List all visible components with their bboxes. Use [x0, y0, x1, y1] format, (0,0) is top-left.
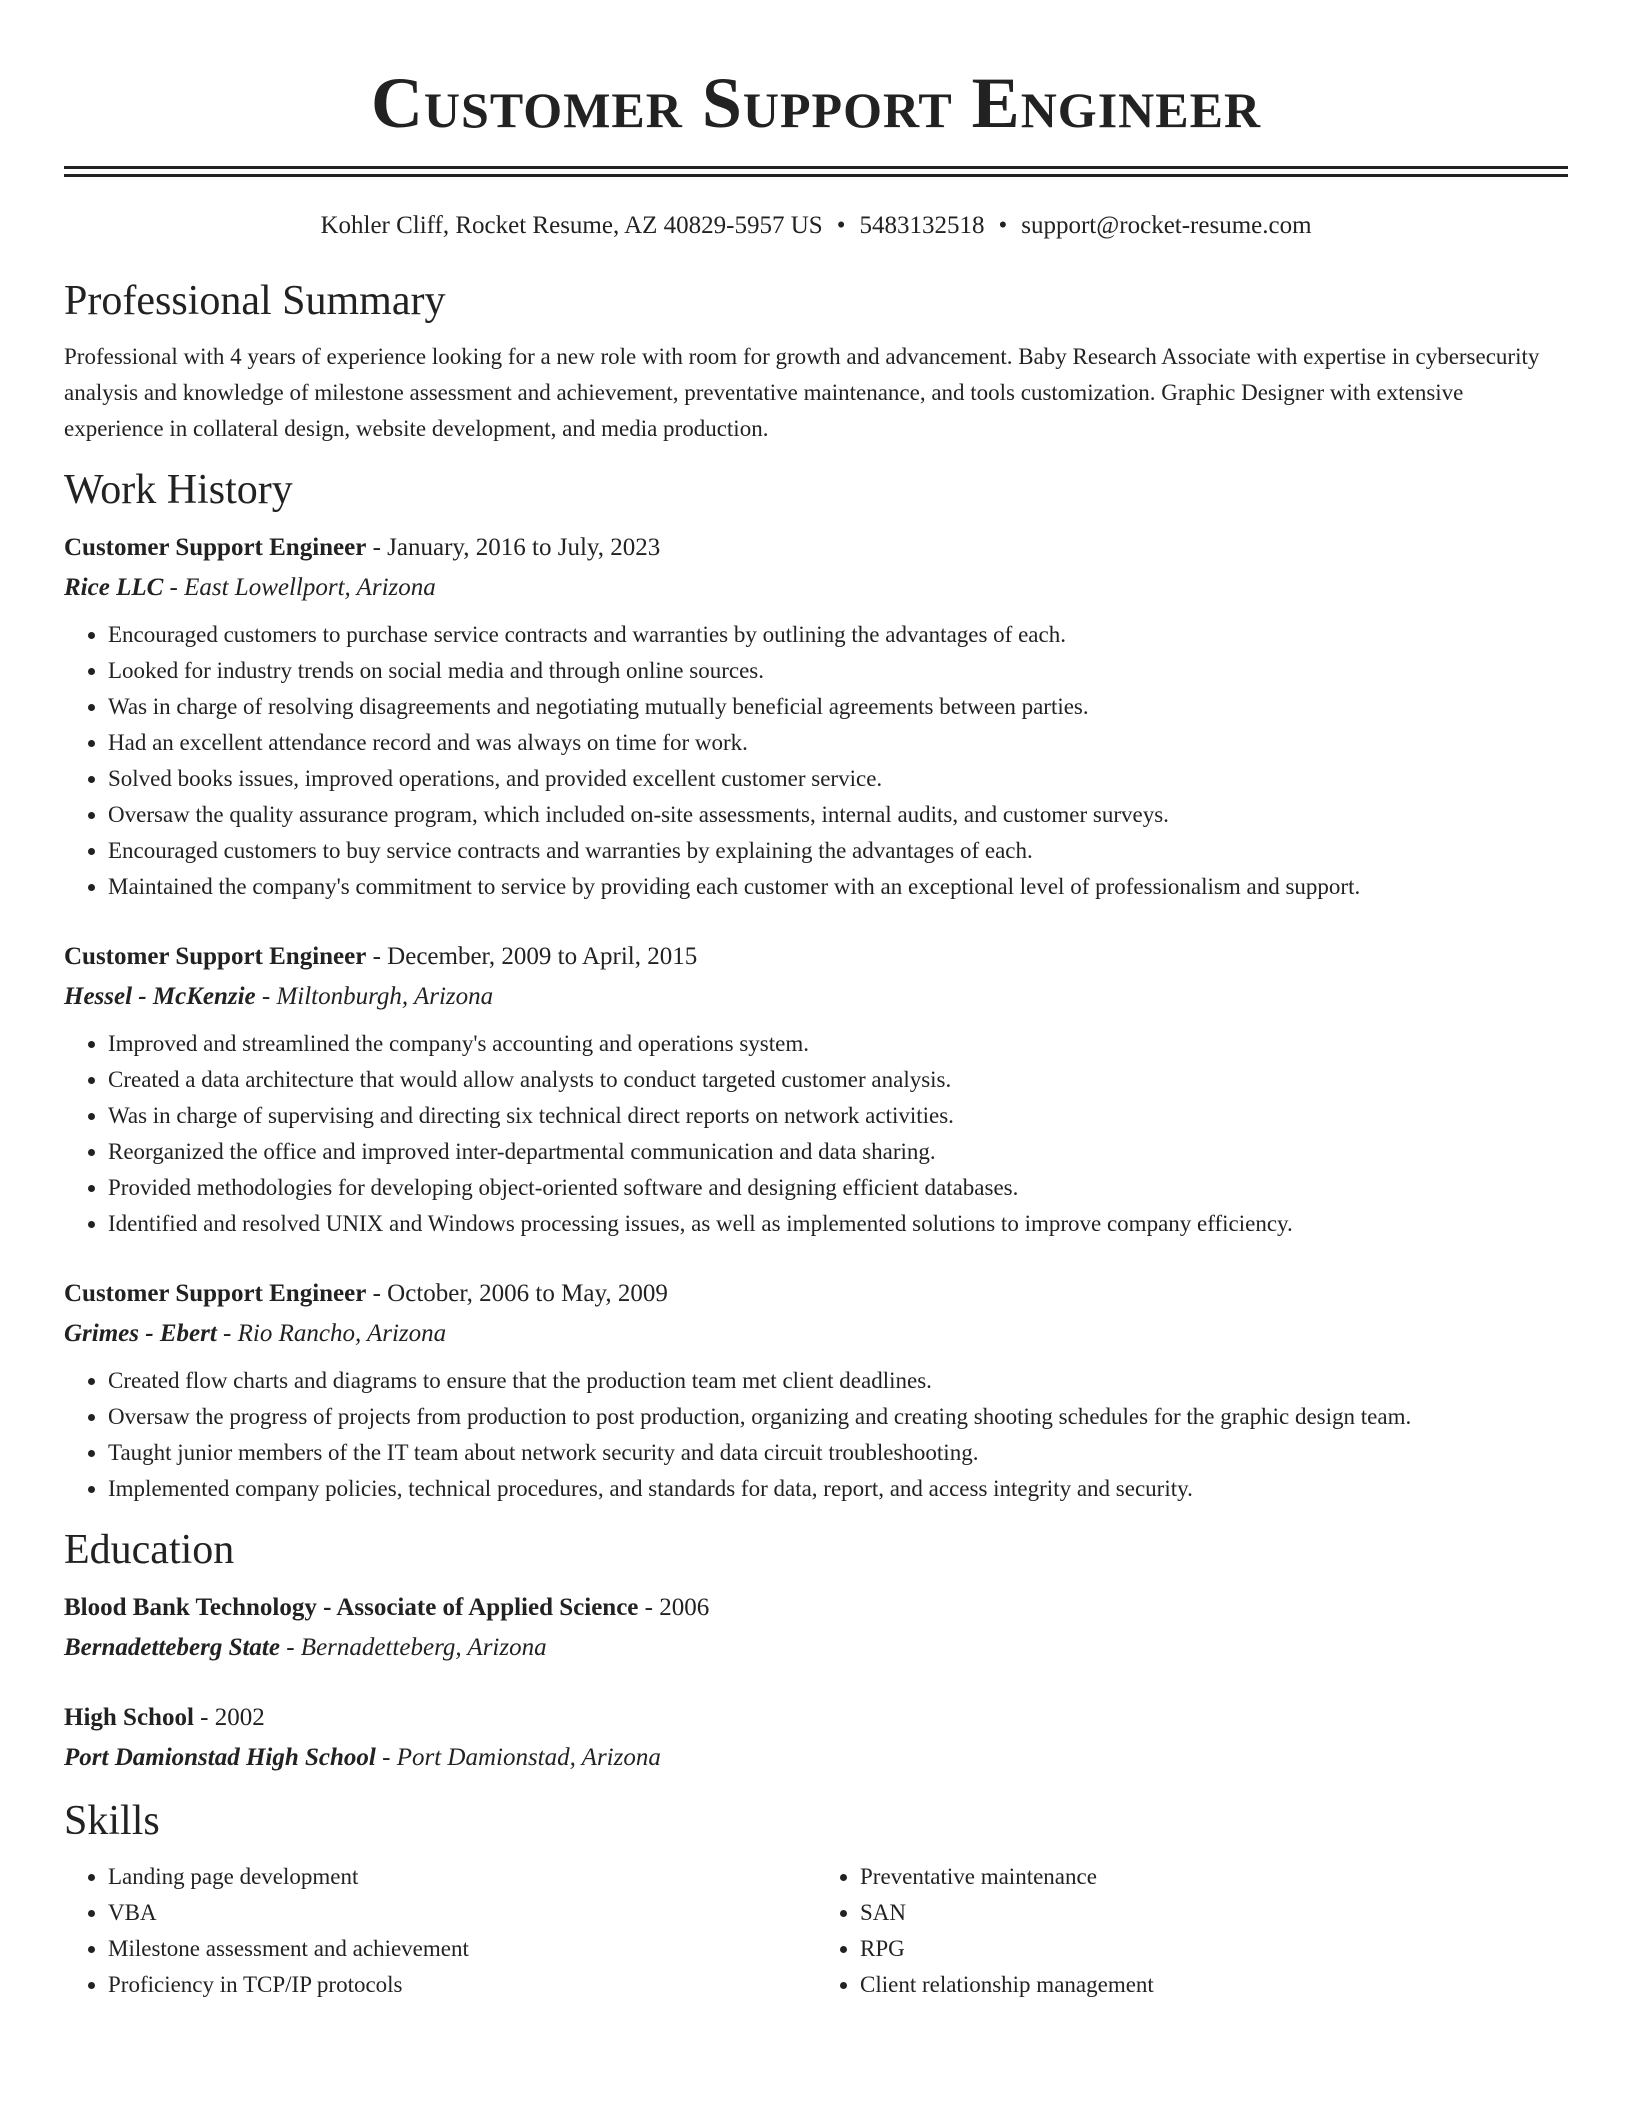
education-heading: Education [64, 1527, 235, 1573]
job-entry [64, 1274, 1568, 1507]
job-title: Customer Support Engineer [64, 534, 367, 561]
list-item: • Maintained the company's commitment to service by providing each customer with an exceptional level of professionalism and support. [108, 869, 1568, 905]
job-title-line [64, 528, 1568, 568]
degree-line [64, 1588, 1568, 1628]
contact-address: Kohler Cliff, Rocket Resume, AZ 40829-5957 US [320, 212, 823, 239]
resume-title: Customer Support Engineer [370, 63, 1262, 143]
skill-item: • Landing page development [108, 1859, 816, 1895]
skill-item: • Client relationship management [860, 1967, 1568, 2003]
list-item: • Oversaw the progress of projects from production to post production, organizing and creating shooting schedules for the graphic design team. [108, 1399, 1568, 1435]
school-location: - Port Damionstad, Arizona [375, 1744, 661, 1771]
list-item: • Looked for industry trends on social media and through online sources. [108, 653, 1568, 689]
list-item: • Reorganized the office and improved inter-departmental communication and data sharing. [108, 1134, 1568, 1170]
skill-item: • Milestone assessment and achievement [108, 1931, 816, 1967]
list-item: • Oversaw the quality assurance program, which included on-site assessments, internal audits, and customer surveys. [108, 797, 1568, 833]
job-dates: - December, 2009 to April, 2015 [366, 943, 698, 970]
skill-item: • VBA [108, 1895, 816, 1931]
company-name: Rice LLC [64, 574, 164, 601]
list-item: • Was in charge of supervising and directing six technical direct reports on network activities. [108, 1098, 1568, 1134]
list-item: • Taught junior members of the IT team about network security and data circuit troubleshooting. [108, 1435, 1568, 1471]
job-title: Customer Support Engineer [64, 1280, 367, 1307]
degree-name: Blood Bank Technology - Associate of Applied Science [64, 1594, 639, 1621]
skills-column-right [816, 1859, 1568, 2003]
degree-year: - 2002 [193, 1704, 265, 1731]
job-bullets [64, 617, 1568, 905]
degree-name: High School [64, 1704, 194, 1731]
work-history-heading: Work History [64, 467, 293, 513]
job-entry [64, 528, 1568, 905]
title-double-rule [64, 166, 1568, 177]
list-item: • Encouraged customers to buy service contracts and warranties by explaining the advantages of each. [108, 833, 1568, 869]
contact-separator: • [998, 212, 1008, 239]
school-name: Port Damionstad High School [64, 1744, 376, 1771]
school-name: Bernadetteberg State [64, 1634, 280, 1661]
job-title-line [64, 1274, 1568, 1314]
skills-column-left [64, 1859, 816, 2003]
skills-heading: Skills [64, 1798, 160, 1844]
list-item: • Solved books issues, improved operations, and provided excellent customer service. [108, 761, 1568, 797]
skill-item: • SAN [860, 1895, 1568, 1931]
job-entry [64, 937, 1568, 1242]
skill-item: • RPG [860, 1931, 1568, 1967]
company-name: Hessel - McKenzie [64, 983, 256, 1010]
list-item: • Was in charge of resolving disagreements and negotiating mutually beneficial agreements between parties. [108, 689, 1568, 725]
company-line [64, 568, 1568, 608]
company-location: - Miltonburgh, Arizona [255, 983, 494, 1010]
school-line [64, 1738, 1568, 1778]
job-title-line [64, 937, 1568, 977]
summary-heading: Professional Summary [64, 278, 446, 324]
skill-item: • Preventative maintenance [860, 1859, 1568, 1895]
company-line [64, 977, 1568, 1017]
education-entry [64, 1588, 1568, 1668]
school-line [64, 1628, 1568, 1668]
list-item: • Improved and streamlined the company's accounting and operations system. [108, 1026, 1568, 1062]
list-item: • Had an excellent attendance record and was always on time for work. [108, 725, 1568, 761]
list-item: • Identified and resolved UNIX and Windows processing issues, as well as implemented solutions to improve company efficiency. [108, 1206, 1568, 1242]
contact-email: support@rocket-resume.com [1021, 212, 1312, 239]
list-item: • Provided methodologies for developing object-oriented software and designing efficient databases. [108, 1170, 1568, 1206]
list-item: • Implemented company policies, technical procedures, and standards for data, report, and access integrity and security. [108, 1471, 1568, 1507]
list-item: • Created flow charts and diagrams to ensure that the production team met client deadlines. [108, 1363, 1568, 1399]
job-title: Customer Support Engineer [64, 943, 367, 970]
list-item: • Encouraged customers to purchase service contracts and warranties by outlining the advantages of each. [108, 617, 1568, 653]
skills-grid [64, 1859, 1568, 2003]
company-location: - Rio Rancho, Arizona [216, 1320, 447, 1347]
company-name: Grimes - Ebert [64, 1320, 217, 1347]
skill-item: • Proficiency in TCP/IP protocols [108, 1967, 816, 2003]
job-bullets [64, 1363, 1568, 1507]
degree-line [64, 1698, 1568, 1738]
summary-text: Professional with 4 years of experience looking for a new role with room for growth and advancement. Baby Research Associate with expertise in cybersecurity analysis and knowledge of milestone assessment and achievement, preventative maintenance, and tools customization. Graphic Designer with extensive experience in collateral design, website development, and media production. [64, 344, 1540, 441]
school-location: - Bernadetteberg, Arizona [279, 1634, 547, 1661]
contact-phone: 5483132518 [859, 212, 985, 239]
job-dates: - January, 2016 to July, 2023 [366, 534, 661, 561]
company-line [64, 1314, 1568, 1354]
degree-year: - 2006 [638, 1594, 710, 1621]
contact-line [64, 210, 1568, 242]
job-bullets [64, 1026, 1568, 1242]
contact-separator: • [836, 212, 846, 239]
job-dates: - October, 2006 to May, 2009 [366, 1280, 668, 1307]
list-item: • Created a data architecture that would allow analysts to conduct targeted customer analysis. [108, 1062, 1568, 1098]
company-location: - East Lowellport, Arizona [163, 574, 436, 601]
education-entry [64, 1698, 1568, 1778]
